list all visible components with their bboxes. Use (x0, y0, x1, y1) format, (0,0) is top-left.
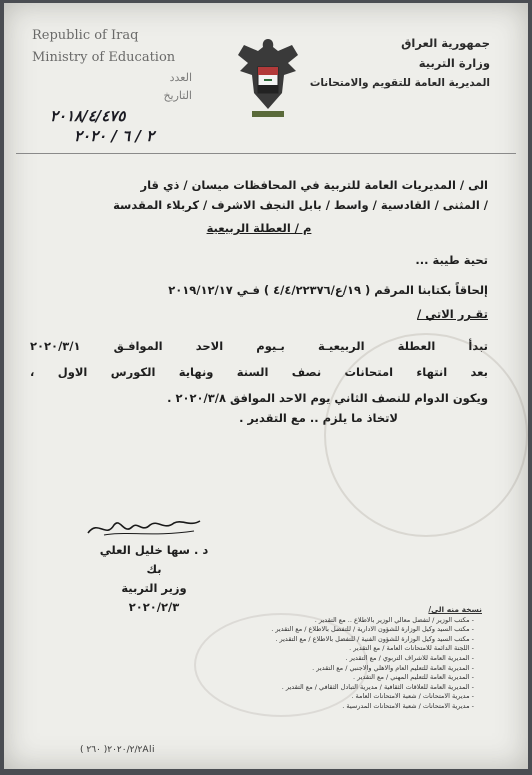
closing-line: لاتخاذ ما يلزم .. مع التقدير . (239, 411, 398, 425)
cc-item: - مديرية الامتحانات / شعبة الامتحانات المدرسية . (122, 702, 474, 712)
signatory-title: وزير التربية (121, 581, 187, 595)
faded-stamp (324, 333, 528, 537)
header-divider (16, 153, 516, 154)
cc-item: - مديرية الامتحانات / شعبة الامتحانات العامة . (122, 692, 474, 702)
cc-list (122, 605, 482, 712)
cc-item: - اللجنة الدائمة للامتحانات العامة / مع التقدير . (122, 644, 474, 654)
date-label: التاريخ (163, 89, 192, 102)
handwritten-date: ٢ / ٦ / ٢٠٢٠ (74, 127, 155, 145)
cc-item: - مكتب السيد وكيل الوزارة للشؤون الفنية / للتفضل بالاطلاع / مع التقدير . (122, 635, 474, 645)
header-english (32, 25, 192, 105)
paragraph-2: بعد انتهاء امتحانات نصف السنة ونهاية الكورس الاول ، (30, 365, 488, 379)
handwritten-number: ٢٠١٨/٤/٤٧٥ (50, 107, 126, 125)
signature-date: ٢٠٢٠/٢/٣ (128, 600, 180, 614)
cc-item: - مكتب الوزير / لتفضل معالي الوزير بالاطلاع .. مع التقدير . (122, 616, 474, 626)
cc-item: - المديرية العامة للتعليم المهني / مع التقدير . (122, 673, 474, 683)
greeting: تحية طيبة ... (415, 253, 488, 267)
paragraph-1: تبدأ العطلة الربيعيـة بـيوم الاحد الموافـق ٢٠٢٠/٣/١ (30, 339, 488, 353)
header-arabic (290, 33, 490, 93)
cc-title: نسخة منه الى/ (428, 605, 482, 614)
cc-item: - مكتب السيد وكيل الوزارة للشؤون الادارية / للتفضل بالاطلاع / مع التقدير . (122, 625, 474, 635)
footer-code: ( ٢٦٠ )٢٠٢٠/٢/٢Ali (80, 745, 156, 755)
subject-line: م / العطلة الربيعية (206, 221, 312, 235)
cc-item: - المديرية العامة للتعليم العام والاهلي والاجنبي / مع التقدير . (122, 664, 474, 674)
signatory-name: د . سها خليل العلي بك (99, 543, 209, 576)
cc-item: - المديرية العامة للاشراف التربوي / مع التقدير . (122, 654, 474, 664)
document-page (4, 3, 528, 769)
cc-items (122, 616, 482, 712)
republic-arabic: جمهورية العراق (401, 36, 490, 50)
cc-item: - المديرية العامة للعلاقات الثقافية / مديرية التبادل الثقافي / مع التقدير . (122, 683, 474, 693)
paragraph-3: ويكون الدوام للنصف الثاني يوم الاحد الموافق ٢٠٢٠/٣/٨ . (167, 391, 488, 405)
recipient-line-2: / المثنى / القادسية / واسط / بابل النجف الاشرف / كربلاء المقدسة (113, 198, 488, 212)
ministry-arabic: وزارة التربية (418, 56, 490, 70)
signature-icon (84, 513, 204, 541)
reference-line: إلحاقاً بكتابنا المرقم ( ١٩/ع/٤/٤/٢٢٣٧٦ ) فـي ٢٠١٩/١٢/١٧ (168, 283, 488, 297)
ministry-english: Ministry of Education (32, 50, 176, 65)
republic-english: Republic of Iraq (32, 28, 139, 43)
recipient-line-1: الى / المديريات العامة للتربية في المحافظات ميسان / ذي قار (140, 178, 488, 192)
number-label: العدد (169, 71, 192, 84)
directive-heading: تقـرر الاتي / (417, 307, 488, 321)
directorate-arabic: المديرية العامة للتقويم والامتحانات (309, 77, 490, 89)
